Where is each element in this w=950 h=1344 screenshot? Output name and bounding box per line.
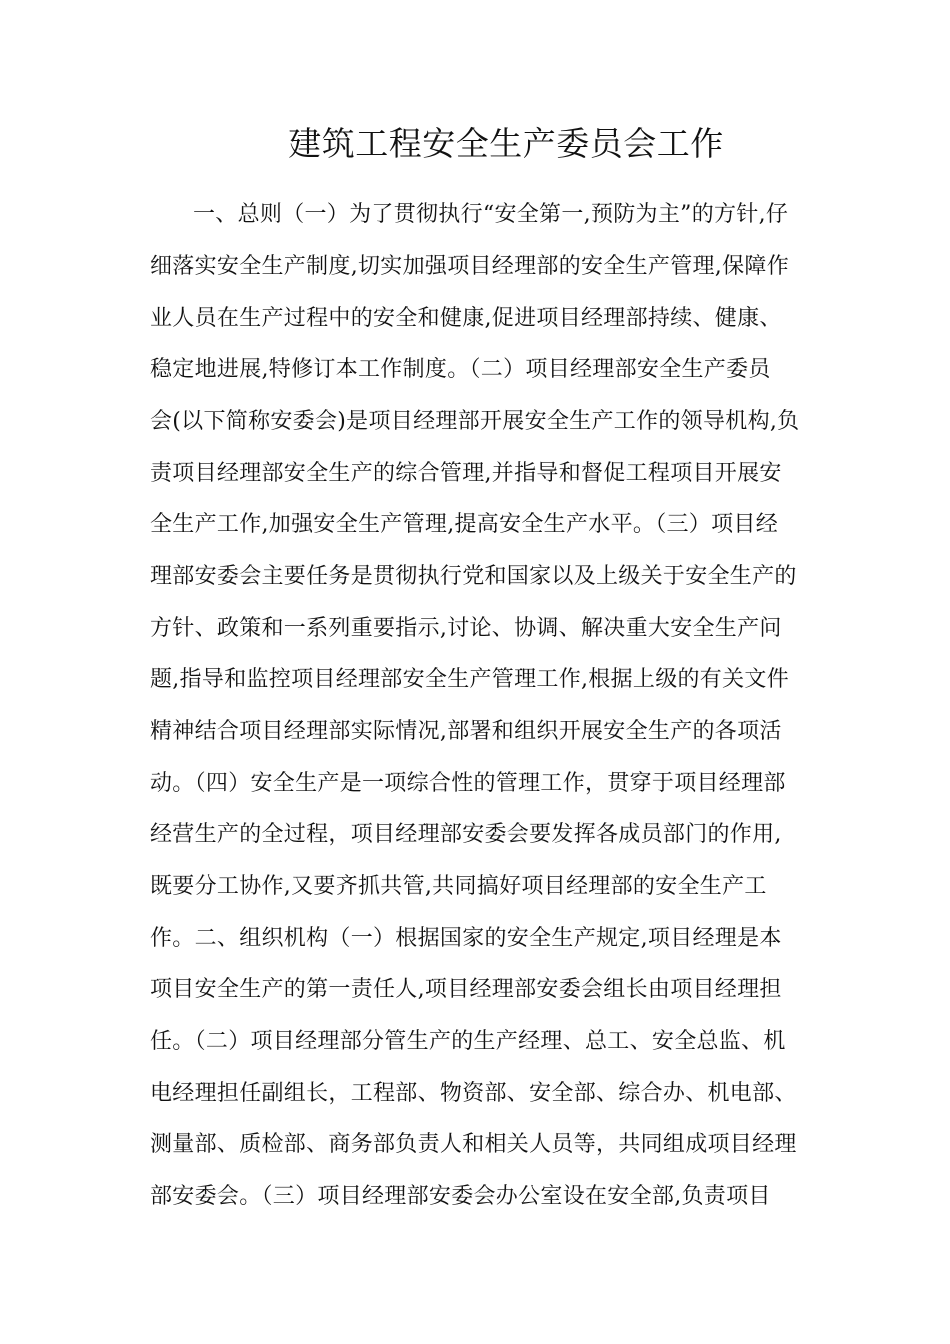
body-line: 全生产工作,加强安全生产管理,提高安全生产水平。（三）项目经 xyxy=(150,512,778,537)
body-line: 责项目经理部安全生产的综合管理,并指导和督促工程项目开展安 xyxy=(150,461,782,486)
body-line: 细落实安全生产制度,切实加强项目经理部的安全生产管理,保障作 xyxy=(150,254,789,279)
body-line: 精神结合项目经理部实际情况,部署和组织开展安全生产的各项活 xyxy=(150,719,782,744)
body-line: 方针、政策和一系列重要指示,讨论、协调、解决重大安全生产问 xyxy=(150,616,782,641)
body-line: 理部安委会主要任务是贯彻执行党和国家以及上级关于安全生产的 xyxy=(150,564,797,589)
body-line: 任。（二）项目经理部分管生产的生产经理、总工、安全总监、机 xyxy=(150,1029,786,1054)
body-line: 业人员在生产过程中的安全和健康,促进项目经理部持续、健康、 xyxy=(150,306,782,331)
body-line: 项目安全生产的第一责任人,项目经理部安委会组长由项目经理担 xyxy=(150,977,782,1002)
body-line: 一、总则（一）为了贯彻执行“安全第一,预防为主”的方针,仔 xyxy=(193,202,789,227)
body-line: 题,指导和监控项目经理部安全生产管理工作,根据上级的有关文件 xyxy=(150,667,789,692)
body-line: 稳定地进展,特修订本工作制度。（二）项目经理部安全生产委员 xyxy=(150,357,771,382)
body-line: 经营生产的全过程，项目经理部安委会要发挥各成员部门的作用, xyxy=(150,822,782,847)
body-line: 测量部、质检部、商务部负责人和相关人员等，共同组成项目经理 xyxy=(150,1132,797,1157)
body-line: 部安委会。（三）项目经理部安委会办公室设在安全部,负责项目 xyxy=(150,1184,771,1209)
body-line: 电经理担任副组长，工程部、物资部、安全部、综合办、机电部、 xyxy=(150,1081,797,1106)
body-line: 动。（四）安全生产是一项综合性的管理工作，贯穿于项目经理部 xyxy=(150,771,786,796)
body-line: 既要分工协作,又要齐抓共管,共同搞好项目经理部的安全生产工 xyxy=(150,874,767,899)
document-title: 建筑工程安全生产委员会工作 xyxy=(288,124,724,163)
body-line: 会(以下简称安委会)是项目经理部开展安全生产工作的领导机构,负 xyxy=(150,409,800,434)
body-line: 作。二、组织机构（一）根据国家的安全生产规定,项目经理是本 xyxy=(150,926,782,951)
